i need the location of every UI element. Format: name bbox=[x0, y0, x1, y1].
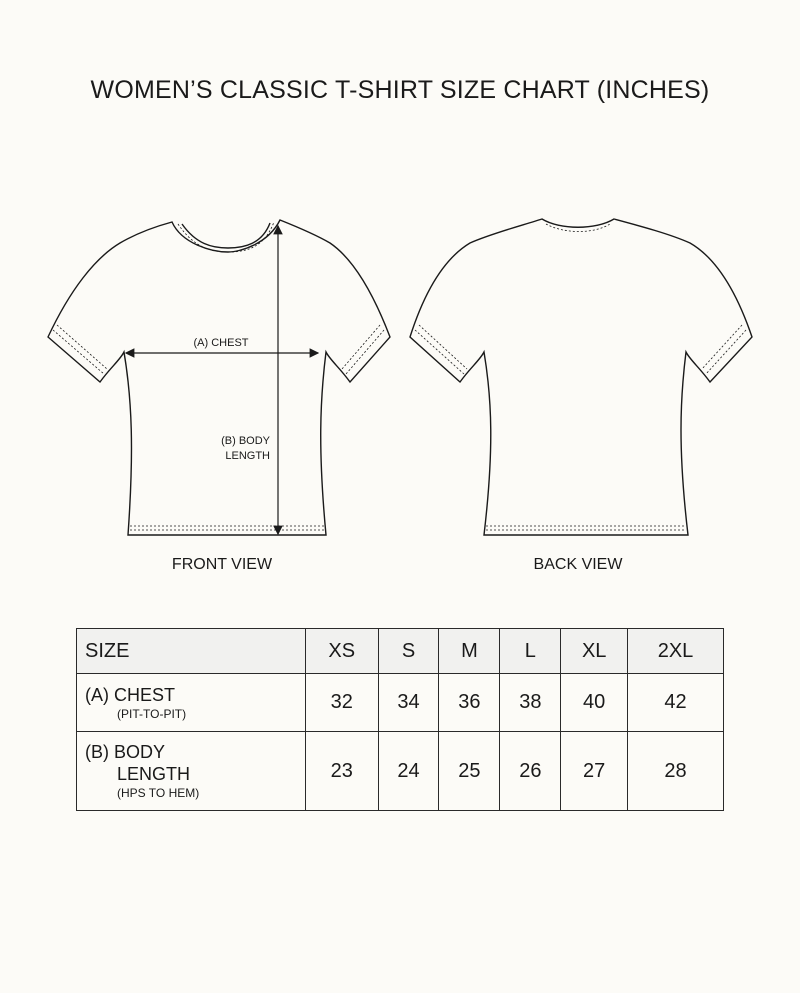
length-xl: 27 bbox=[561, 732, 628, 811]
back-view-label: BACK VIEW bbox=[533, 556, 623, 573]
back-left-sleeve-stitch bbox=[415, 330, 464, 374]
length-m: 25 bbox=[439, 732, 500, 811]
chest-m: 36 bbox=[439, 674, 500, 732]
length-2xl: 28 bbox=[628, 732, 724, 811]
front-tshirt bbox=[48, 220, 390, 535]
table-row-length bbox=[77, 732, 724, 811]
length-row-sublabel: (HPS TO HEM) bbox=[117, 786, 200, 800]
length-row-title: (B) BODY bbox=[85, 742, 166, 762]
size-header: SIZE bbox=[77, 629, 306, 674]
size-2xl: 2XL bbox=[628, 629, 724, 674]
front-view-label: FRONT VIEW bbox=[171, 556, 273, 573]
size-xs: XS bbox=[306, 629, 379, 674]
length-label-2: LENGTH bbox=[225, 450, 270, 462]
front-left-sleeve-stitch-2 bbox=[57, 325, 107, 369]
length-label-1: (B) BODY bbox=[221, 435, 270, 447]
chest-xl: 40 bbox=[561, 674, 628, 732]
chest-l: 38 bbox=[500, 674, 561, 732]
length-s: 24 bbox=[378, 732, 439, 811]
back-tshirt-outline bbox=[410, 219, 752, 535]
length-xs: 23 bbox=[306, 732, 379, 811]
chest-row-sublabel: (PIT-TO-PIT) bbox=[117, 706, 187, 721]
front-tshirt-outline bbox=[48, 220, 390, 535]
back-tshirt bbox=[410, 219, 752, 535]
page-title: WOMEN’S CLASSIC T-SHIRT SIZE CHART (INCHES) bbox=[90, 76, 710, 104]
length-row-label bbox=[77, 732, 306, 811]
table-row-chest bbox=[77, 674, 724, 732]
length-l: 26 bbox=[500, 732, 561, 811]
back-right-sleeve-stitch bbox=[706, 330, 746, 374]
length-row-title-2: LENGTH bbox=[117, 764, 191, 784]
size-s: S bbox=[378, 629, 439, 674]
back-right-sleeve-stitch-2 bbox=[702, 325, 742, 369]
chest-s: 34 bbox=[378, 674, 439, 732]
size-l: L bbox=[500, 629, 561, 674]
chest-row-title: (A) CHEST bbox=[85, 684, 175, 705]
chest-2xl: 42 bbox=[628, 674, 724, 732]
back-left-sleeve-stitch-2 bbox=[419, 325, 467, 369]
front-right-sleeve-stitch-2 bbox=[342, 325, 380, 369]
front-right-sleeve-stitch bbox=[346, 330, 384, 374]
size-xl: XL bbox=[561, 629, 628, 674]
front-left-sleeve-stitch bbox=[53, 330, 104, 374]
measurement-lines bbox=[126, 226, 318, 534]
table-header-row bbox=[77, 629, 724, 674]
size-table bbox=[76, 628, 724, 811]
chest-label: (A) CHEST bbox=[193, 337, 249, 349]
chest-row-label bbox=[77, 674, 306, 732]
tshirt-diagram bbox=[0, 200, 800, 550]
chest-xs: 32 bbox=[306, 674, 379, 732]
size-m: M bbox=[439, 629, 500, 674]
